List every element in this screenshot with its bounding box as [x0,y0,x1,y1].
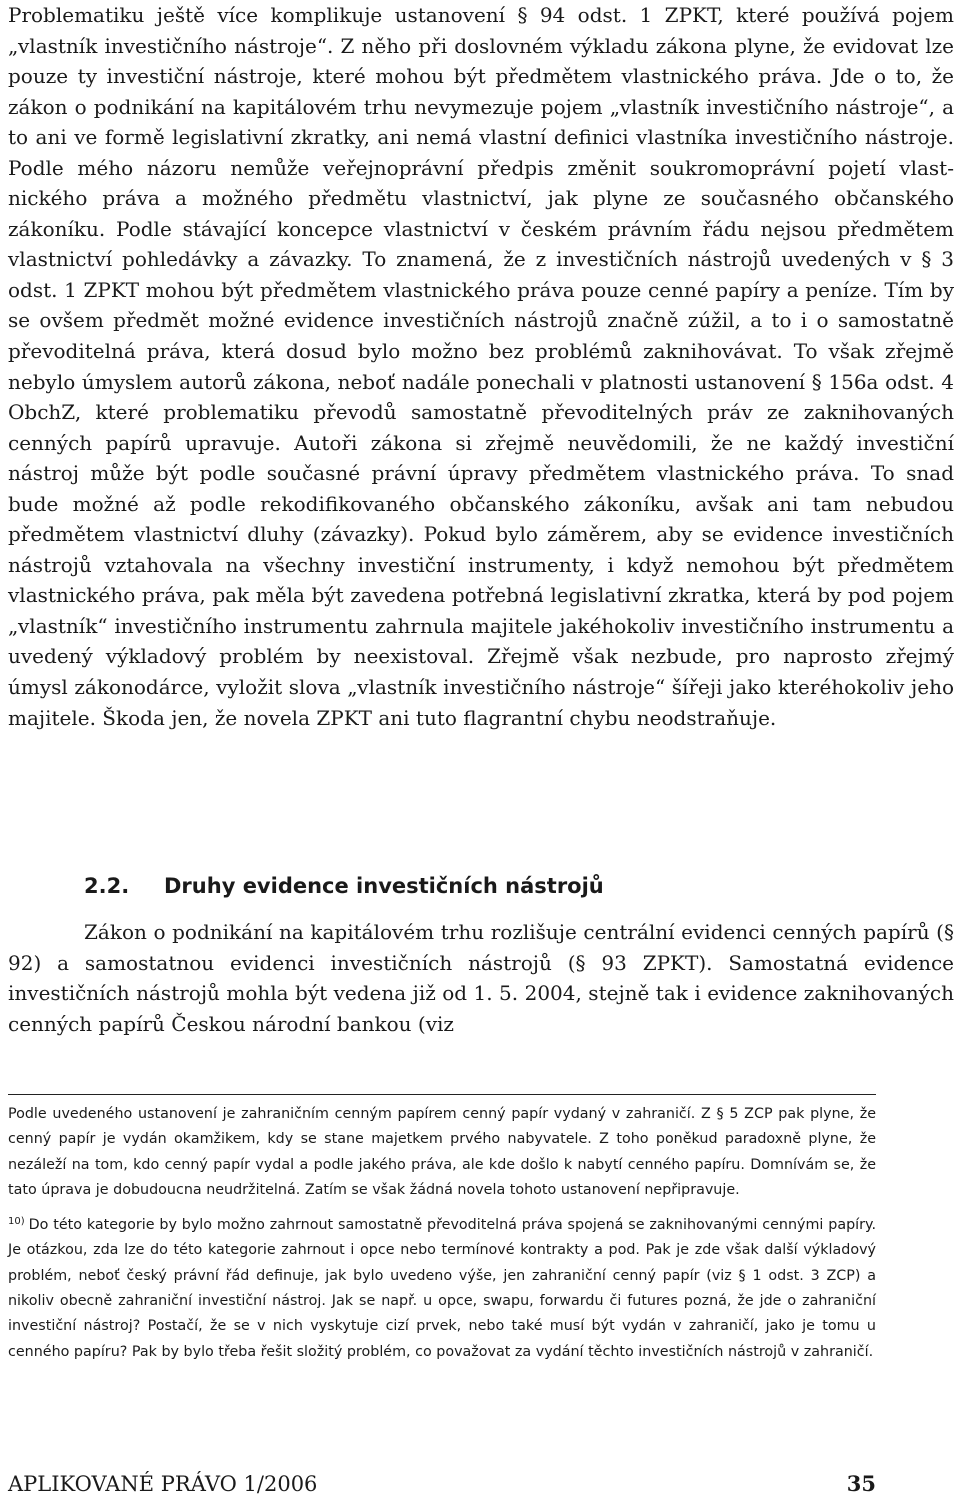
section-number: 2.2. [84,874,130,898]
section-paragraph: Zákon o podnikání na kapitálovém trhu rozlišuje centrální evidenci cenných papírů (§ 92) a samostatnou evidenci investičních nástrojů (§ 93 ZPKT). Samostatná evidence investičních nástrojů mohla být vedena již od 1. 5. 2004, stejně tak i evidence zaknihovaných cenných papírů Českou národní bankou (viz [8,920,954,1036]
footnote-10 [8,1209,876,1365]
footnote-divider [8,1094,876,1095]
section-heading [84,870,944,902]
body-paragraph: Problematiku ještě více komplikuje ustanovení § 94 odst. 1 ZPKT, které používá pojem „vlastník investičního nástroje“. Z něho při doslovném výkladu zákona plyne, že evidovat lze pouze ty investiční nástroje, které mohou být předmětem vlastnického práva. Jde o to, že zákon o podnikání na kapitálovém trhu nevymezuje pojem „vlastník investičního nástroje“, a to ani ve formě legislativní zkratky, ani nemá vlastní definici vlastníka investičního nástroje. Podle mého názoru nemůže veřejnoprávní předpis změnit soukromoprávní pojetí vlastnického práva a možného předmětu vlastnictví, jak plyne ze současného občanského zákoníku. Podle stávající koncepce vlastnictví v českém právním řádu nejsou předmětem vlastnictví pohledávky a závazky. To znamená, že z investičních nástrojů uvedených v § 3 odst. 1 ZPKT mohou být předmětem vlastnického práva pouze cenné papíry a peníze. Tím by se ovšem předmět možné evidence investičních nástrojů značně zúžil, a to i o samostatně převoditelná práva, která dosud bylo možno bez problémů zaknihovávat. To však zřejmě nebylo úmyslem autorů zákona, neboť nadále ponechali v platnosti ustanovení § 156a odst. 4 ObchZ, které problematiku převodů samostatně převoditelných práv ze zaknihovaných cenných papírů upravuje. Autoři zákona si zřejmě neuvědomili, že ne každý investiční nástroj může být podle současné právní úpravy předmětem vlastnického práva. To snad bude možné až podle rekodifikovaného občanského zákoníku, avšak ani tam nebudou předmětem vlastnictví dluhy (závazky). Pokud bylo záměrem, aby se evidence investičních nástrojů vztahovala na všechny investiční instrumenty, i když nemohou být předmětem vlastnického práva, pak měla být zavedena potřebná legislativní zkratka, která by pod pojem „vlastník“ investičního instrumentu zahrnula majitele jakéhokoliv investičního instrumentu a uvedený výkladový problém by neexistoval. Zřejmě však nezbude, pro naprosto zřejmý úmysl zákonodárce, vyložit slova „vlastník investičního nástroje“ šířeji jako kteréhokoliv jeho majitele. Škoda jen, že novela ZPKT ani tuto flagrantní chybu neodstraňuje. [8,3,954,730]
footnote-continued: Podle uvedeného ustanovení je zahraničním cenným papírem cenný papír vydaný v zahraničí. Z § 5 ZCP pak plyne, že cenný papír je vydán okamžikem, kdy se stane majetkem prvého nabyvatele. Z toho poněkud paradoxně plyne, že nezáleží na tom, kdo cenný papír vydal a podle jakého práva, ale kde došlo k nabytí cenného papíru. Domnívám se, že tato úprava je dobudoucna neudržitelná. Zatím se však žádná novela tohoto ustanovení nepřipravuje. [8,1106,876,1198]
footnote-10-text: Do této kategorie by bylo možno zahrnout samostatně převoditelná práva spojená se zaknihovanými cennými papíry. Je otázkou, zda lze do této kategorie zahrnout i opce nebo termínové kontrakty a pod. Pak je zde však další výkladový problém, neboť český právní řád definuje, jak bylo uvedeno výše, jen zahraniční cenný papír (viz § 1 odst. 3 ZCP) a nikoliv obecně zahraniční investiční nástroj. Jak se např. u opce, swapu, forwardu či futures pozná, že jde o zahraniční investiční nástroj? Postačí, že se v nich vyskytuje cizí prvek, nebo také musí být vydán v zahraničí, jako je tomu u cenného papíru? Pak by bylo třeba řešit složitý problém, co považovat za vydání těchto investičních nástrojů v zahraničí. [8,1217,876,1360]
main-text [8,0,954,733]
section-title: Druhy evidence investičních nástrojů [164,874,604,898]
journal-title: APLIKOVANÉ PRÁVO 1/2006 [8,1472,318,1496]
section-body [8,917,954,1039]
page-number: 35 [846,1471,876,1496]
footnote-marker: 10) [8,1216,25,1228]
page-footer [8,1470,876,1502]
footnotes [8,1102,876,1365]
